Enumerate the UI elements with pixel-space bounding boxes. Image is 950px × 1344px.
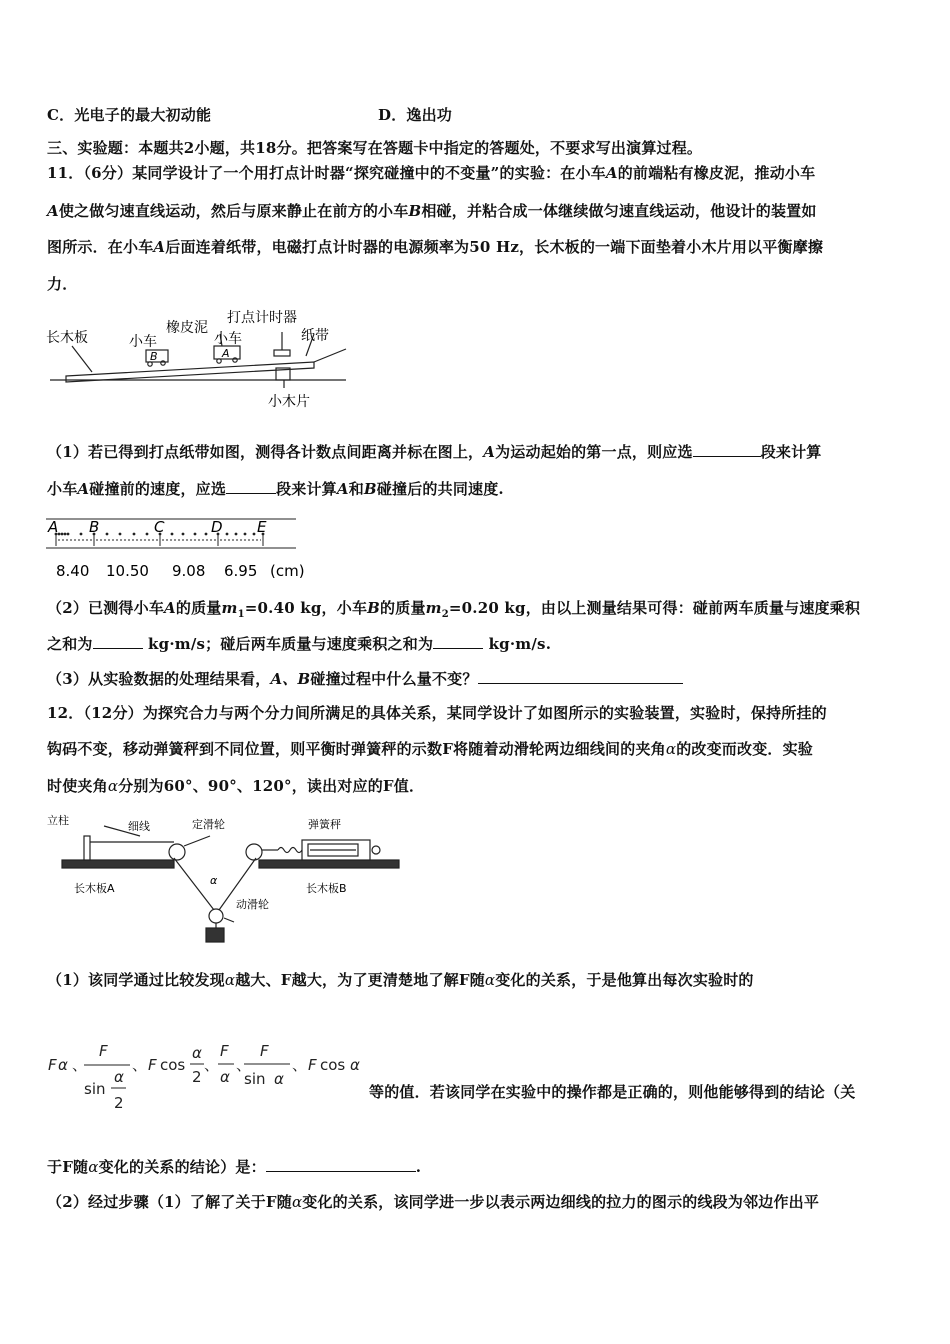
tape-point-e: E	[257, 518, 267, 536]
tape-distance-bc: 10.50	[106, 562, 149, 580]
label-thread: 细线	[128, 820, 150, 833]
formula-alpha: α	[58, 1056, 68, 1074]
q12-p1-line1: （1）该同学通过比较发现α越大、F越大，为了更清楚地了解F随α变化的关系，于是他算出每次实验时的	[47, 971, 754, 989]
label-cart-a: 小车	[214, 331, 242, 347]
formula-sep-3: 、	[204, 1056, 220, 1074]
formula-sep-5: 、	[292, 1056, 308, 1074]
formula-cos-1: cos	[160, 1056, 186, 1074]
formula-two-2: 2	[192, 1068, 202, 1086]
label-cart-b: 小车	[129, 334, 157, 350]
pulley-apparatus-figure	[44, 812, 414, 947]
option-c: C．光电子的最大初动能	[47, 106, 212, 124]
q12-p2-line1: （2）经过步骤（1）了解了关于F随α变化的关系，该同学进一步以表示两边细线的拉力的图示的线段为邻边作出平	[47, 1193, 820, 1211]
formula-alpha-2: α	[192, 1044, 202, 1062]
tape-distance-cd: 9.08	[172, 562, 206, 580]
formula-f: F	[48, 1056, 57, 1074]
formula-alpha-5: α	[350, 1056, 360, 1074]
formula-f-4: F	[260, 1042, 269, 1060]
label-timer: 打点计时器	[227, 310, 297, 326]
tape-distance-de: 6.95	[224, 562, 258, 580]
formula-sin-1: sin	[84, 1080, 106, 1098]
label-tape: 纸带	[301, 328, 329, 344]
tape-unit: (cm)	[270, 562, 305, 580]
label-block: 小木片	[268, 394, 310, 410]
formula-cos-2: cos	[320, 1056, 346, 1074]
label-angle: α	[210, 874, 218, 887]
q11-p1-line2: 小车A碰撞前的速度，应选 段来计算A和B碰撞后的共同速度.	[47, 480, 504, 498]
formula-list	[44, 1038, 364, 1114]
cart-apparatus-figure	[44, 306, 349, 412]
formula-f-5: F	[308, 1056, 317, 1074]
q12-line3: 时使夹角α分别为60°、90°、120°，读出对应的F值．	[47, 777, 425, 795]
label-long-board: 长木板	[46, 330, 88, 346]
formula-sep-2: 、	[132, 1056, 148, 1074]
q11-line3: 图所示．在小车A后面连着纸带，电磁打点计时器的电源频率为50 Hz，长木板的一端下面垫着小木片用以平衡摩擦	[47, 238, 824, 256]
formula-f-3: F	[220, 1042, 229, 1060]
tape-distance-ab: 8.40	[56, 562, 90, 580]
q11-line1: 11．（6分）某同学设计了一个用打点计时器“探究碰撞中的不变量”的实验：在小车A的前端粘有橡皮泥，推动小车	[47, 164, 816, 182]
formula-sep-1: 、	[72, 1056, 88, 1074]
label-b: B	[150, 350, 158, 363]
label-putty: 橡皮泥	[166, 320, 208, 336]
tape-point-a: A	[48, 518, 59, 536]
paper-tape-figure	[44, 514, 314, 584]
label-fixed-pulley: 定滑轮	[192, 818, 225, 831]
label-board-a: 长木板A	[74, 882, 115, 895]
tape-point-c: C	[154, 518, 165, 536]
q11-p1-line1: （1）若已得到打点纸带如图，测得各计数点间距离并标在图上，A为运动起始的第一点，则应选 段来计算	[47, 443, 822, 461]
formula-two-1: 2	[114, 1094, 124, 1112]
q12-line1: 12．（12分）为探究合力与两个分力间所满足的具体关系，某同学设计了如图所示的实验装置，实验时，保持所挂的	[47, 704, 827, 722]
formula-alpha-half-num: α	[114, 1068, 124, 1086]
q12-p1-line3: 于F随α变化的关系的结论）是： .	[47, 1158, 422, 1176]
formula-sin-2: sin	[244, 1070, 266, 1088]
label-scale: 弹簧秤	[308, 818, 341, 831]
option-d: D．逸出功	[378, 106, 453, 124]
label-a: A	[222, 347, 230, 360]
formula-sep-4: 、	[236, 1056, 252, 1074]
formula-alpha-4: α	[274, 1070, 284, 1088]
q12-line2: 钩码不变，移动弹簧秤到不同位置，则平衡时弹簧秤的示数F将随着动滑轮两边细线间的夹角α的改变而改变．实验	[47, 740, 814, 758]
formula-alpha-3: α	[220, 1068, 230, 1086]
q12-p1-line2: 等的值．若该同学在实验中的操作都是正确的，则他能够得到的结论（关	[369, 1083, 856, 1101]
q11-line2: A使之做匀速直线运动，然后与原来静止在前方的小车B相碰，并粘合成一体继续做匀速直线运动，他设计的装置如	[47, 202, 817, 220]
q11-p3: （3）从实验数据的处理结果看，A、B碰撞过程中什么量不变？	[47, 668, 683, 689]
label-post: 立柱	[47, 814, 69, 827]
q11-line4: 力．	[47, 275, 78, 293]
section-3-heading: 三、实验题：本题共2小题，共18分。把答案写在答题卡中指定的答题处，不要求写出演算过程。	[47, 139, 703, 157]
q11-p2-line2: 之和为 kg·m/s；碰后两车质量与速度乘积之和为 kg·m/s.	[47, 635, 552, 653]
tape-point-b: B	[89, 518, 100, 536]
tape-point-d: D	[211, 518, 223, 536]
q11-p2-line1: （2）已测得小车A的质量$m_1=0.40$ kg，小车B的质量$m_2=0.20$ kg，由以上测量结果可得：碰前两车质量与速度乘积	[47, 599, 861, 620]
formula-num-f-1: F	[99, 1042, 108, 1060]
label-moving-pulley: 动滑轮	[236, 898, 269, 911]
formula-f-2: F	[148, 1056, 157, 1074]
label-board-b: 长木板B	[306, 882, 347, 895]
